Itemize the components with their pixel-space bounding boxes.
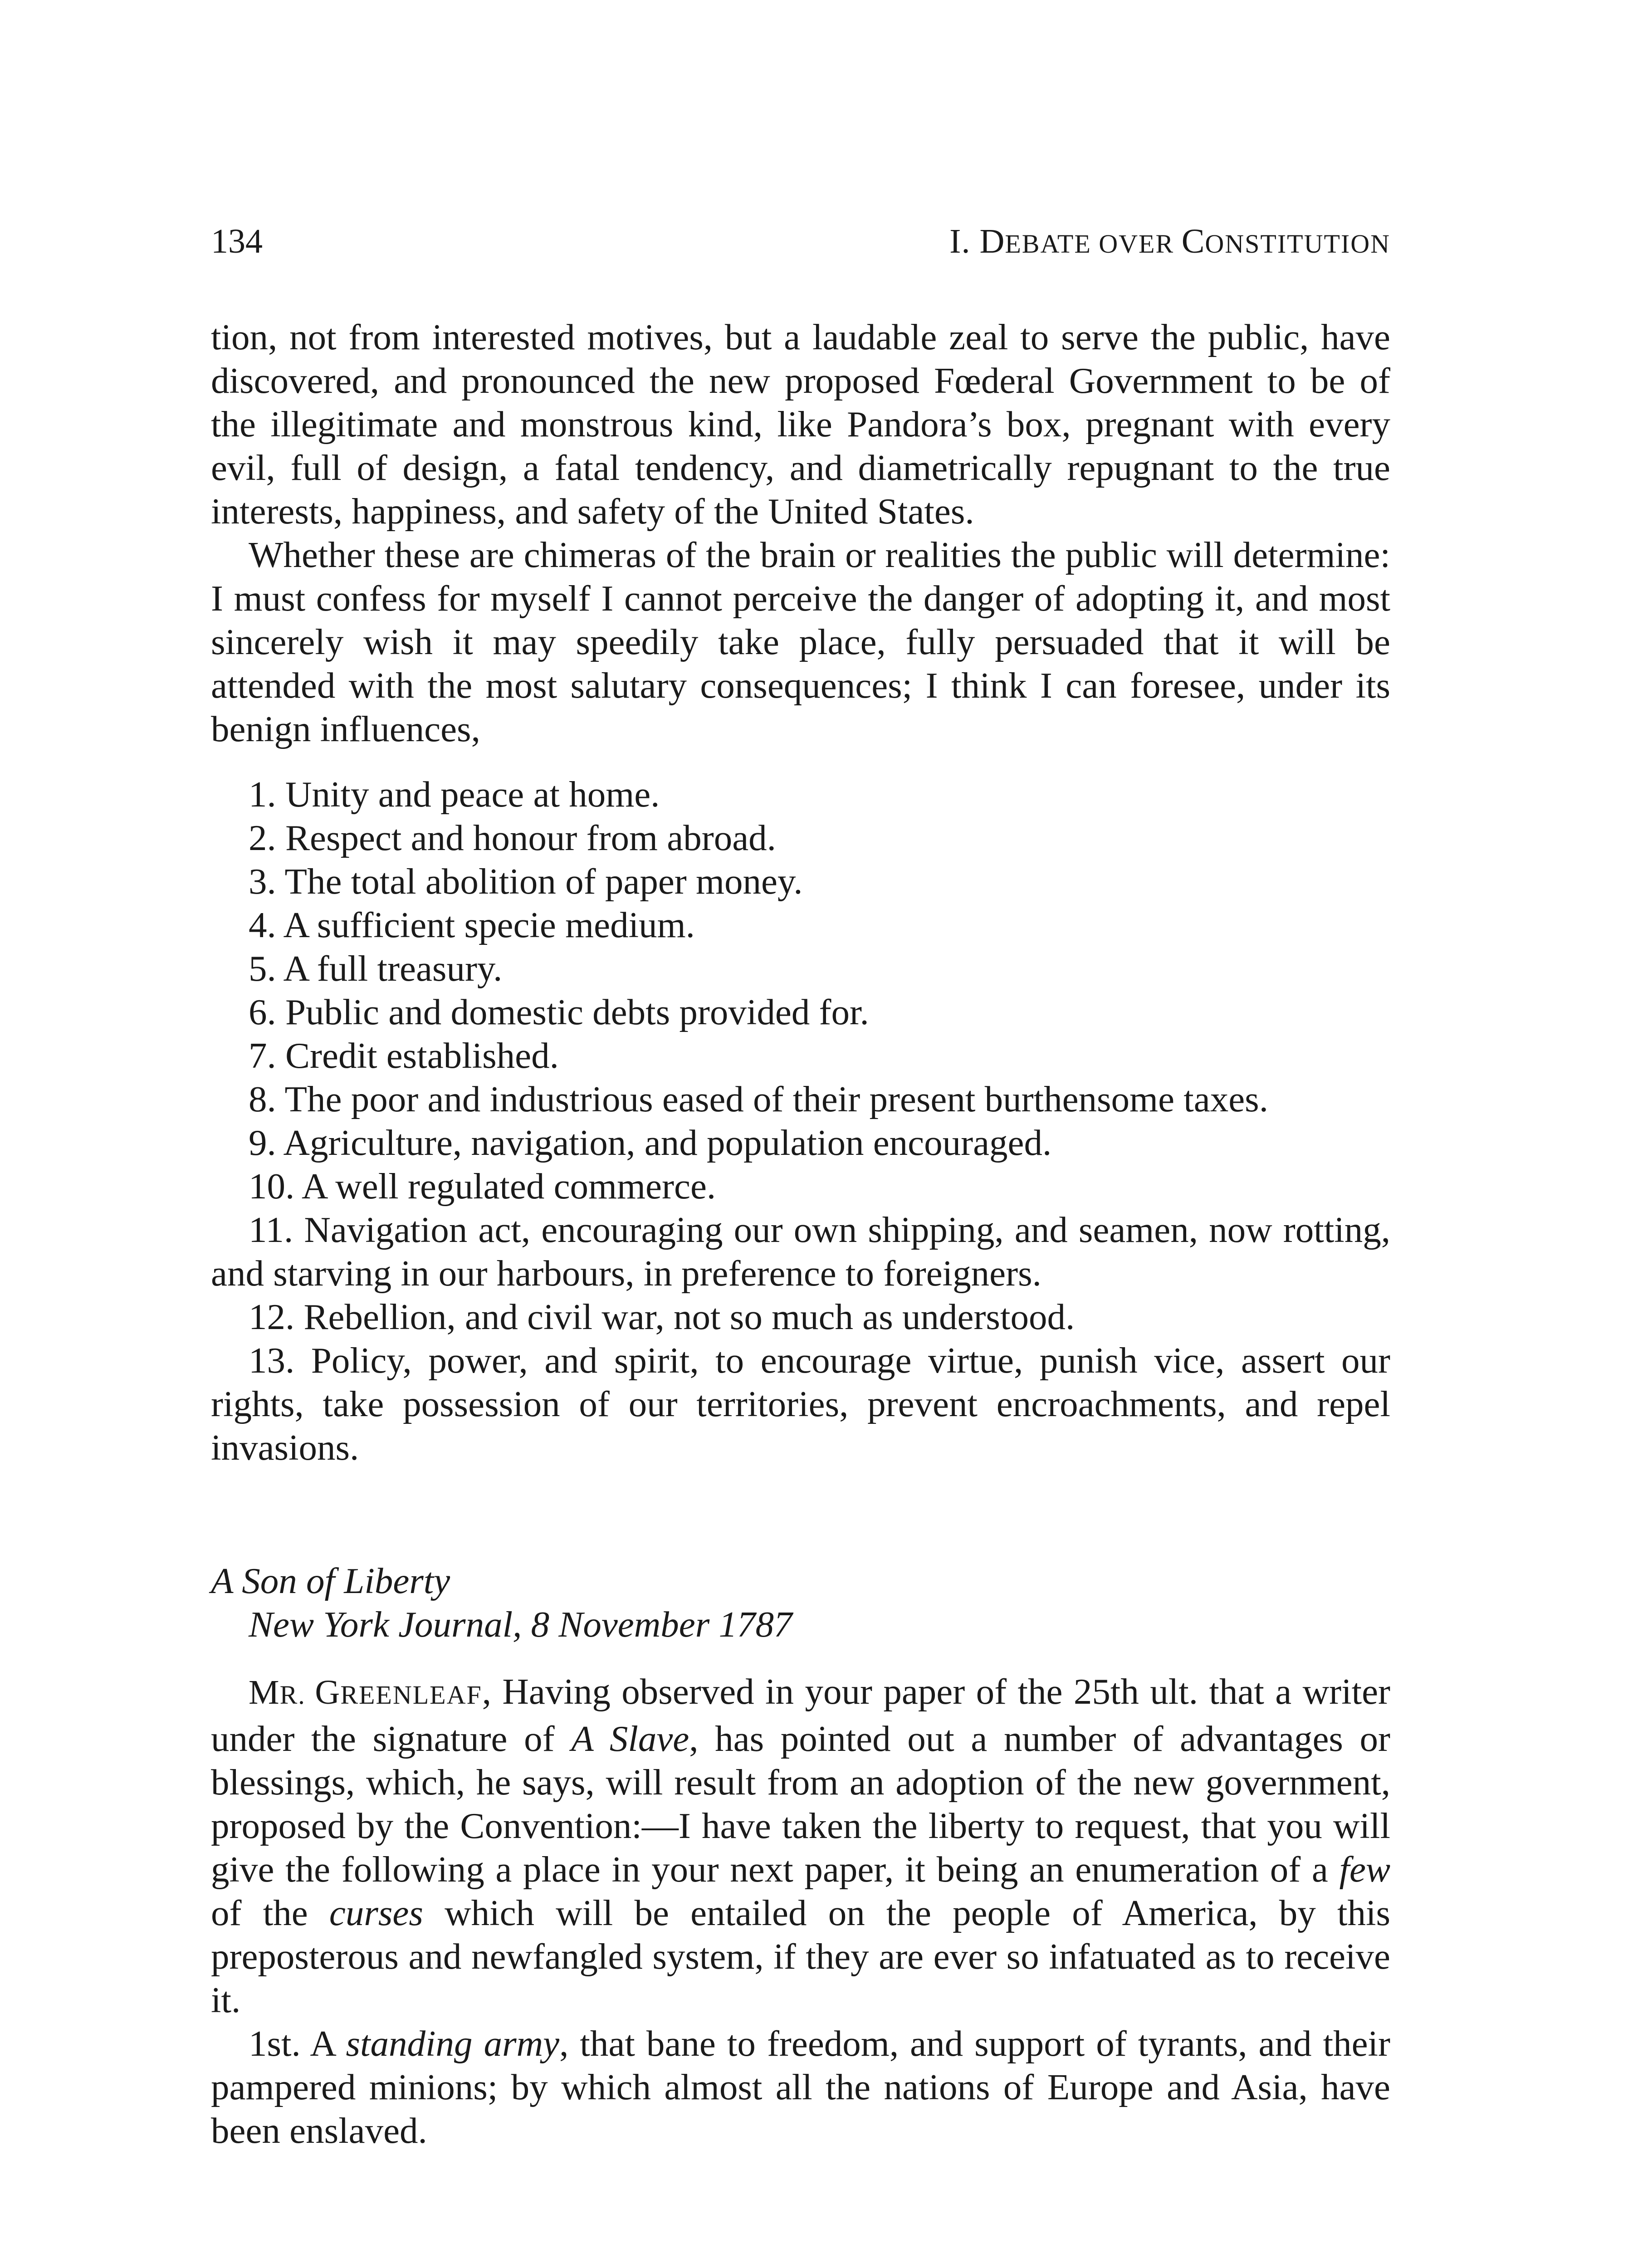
letter-text: , has pointed out a number of advantages or blessings, which, he says, will result from an adoption of the new government, proposed by the Convention:—I have taken the liberty to request, that you will give the following a place in your next paper, it being an enumeration of a [211, 1718, 1391, 1890]
letter-text: 1st. A [249, 2023, 346, 2064]
letter-text: , Having observed in your paper of the 25th ult. that a writer under the signature of [211, 1671, 1391, 1759]
list-item: 2. Respect and honour from abroad. [249, 817, 776, 858]
running-title-prefix: I. [949, 222, 980, 260]
salutation-cap-m: M [249, 1673, 280, 1711]
running-title-cap-c: C [1181, 222, 1205, 260]
list-item: 13. Policy, power, and spirit, to encourage virtue, punish vice, assert our rights, take possession of our territories, prevent encroachments, and repel invasions. [211, 1340, 1390, 1468]
list-item: 1. Unity and peace at home. [249, 774, 660, 815]
attribution-source: New York Journal, 8 November 1787 [249, 1604, 792, 1645]
list-item: 11. Navigation act, encouraging our own shipping, and seamen, now rotting, and starving in our harbours, in preference to foreigners. [211, 1209, 1390, 1294]
page-number: 134 [211, 222, 263, 260]
list-item: 3. The total abolition of paper money. [249, 861, 803, 902]
salutation-reenleaf: REENLEAF [340, 1680, 482, 1710]
italic-curses: curses [329, 1892, 423, 1933]
salutation-cap-g: G [315, 1673, 341, 1711]
salutation [249, 1671, 482, 1712]
list-item: 4. A sufficient specie medium. [249, 904, 695, 945]
running-title-ebate: EBATE OVER [1005, 229, 1182, 259]
list-item: 7. Credit established. [249, 1035, 559, 1076]
list-item: 9. Agriculture, navigation, and population encouraged. [249, 1122, 1052, 1163]
italic-standing-army: standing army [346, 2023, 560, 2064]
blessings-list [211, 772, 1390, 1469]
letter-body [211, 1670, 1390, 2152]
running-title-onstitution: ONSTITUTION [1205, 229, 1390, 259]
italic-a-slave: A Slave [571, 1718, 689, 1759]
salutation-r: R. [279, 1680, 315, 1710]
opening-paragraph: tion, not from interested motives, but a laudable zeal to serve the public, have discovered, and pronounced the new proposed Fœderal Government to be of the illegitimate and monstrous kind, like Pandora’s box, pregnant with every evil, full of design, a fatal tendency, and diametrically repugnant to the true interests, happiness, and safety of the United States. [211, 317, 1390, 532]
italic-few: few [1339, 1849, 1390, 1890]
running-title-cap-d: D [979, 222, 1005, 260]
opening-paragraph-block [211, 315, 1390, 751]
letter-text: which will be entailed on the people of America, by this preposterous and newfangled system, if they are ever so infatuated as to receive it. [211, 1892, 1391, 2020]
attribution-author: A Son of Liberty [211, 1560, 450, 1601]
second-paragraph: Whether these are chimeras of the brain or realities the public will determine: I must confess for myself I cannot perceive the danger of adopting it, and most sincerely wish it may speedily take place, fully persuaded that it will be attended with the most salutary consequences; I think I can foresee, under its benign influences, [211, 534, 1390, 749]
list-item: 10. A well regulated commerce. [249, 1166, 716, 1207]
running-head [211, 219, 1390, 264]
list-item: 8. The poor and industrious eased of their present burthensome taxes. [249, 1079, 1268, 1119]
letter-text: of the [211, 1892, 329, 1933]
letter-paragraph-1 [211, 1670, 1390, 2022]
attribution-block [211, 1559, 1390, 1646]
list-item: 6. Public and domestic debts provided for. [249, 992, 869, 1032]
list-item: 5. A full treasury. [249, 948, 503, 989]
list-item: 12. Rebellion, and civil war, not so much as understood. [249, 1296, 1075, 1337]
running-title [949, 219, 1390, 267]
letter-paragraph-2 [211, 2022, 1390, 2152]
letter-text: , that bane to freedom, and support of tyrants, and their pampered minions; by which almost all the nations of Europe and Asia, have been enslaved. [211, 2023, 1390, 2151]
